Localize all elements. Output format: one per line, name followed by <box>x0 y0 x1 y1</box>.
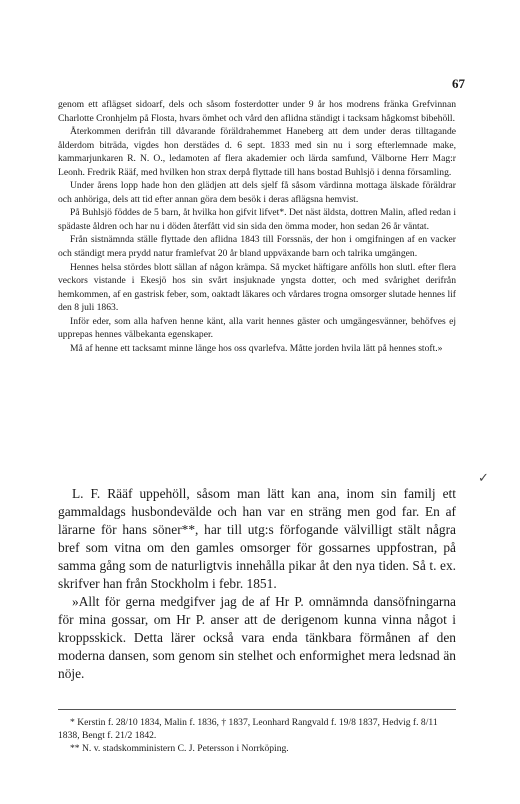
body-paragraph: »Allt för gerna medgifver jag de af Hr P. omnämnda dansöfningarna för mina gossar, om Hr P. anser att de derigenom kunna vinna något i kroppsskick. Detta lärer också vara enda tänkbara förmånen af den moderna dansen, som genom sin stelhet och enformighet mera ledsnad än nöje. <box>58 594 456 681</box>
small-paragraph: Från sistnämnda ställe flyttade den aflidna 1843 till Forssnäs, der hon i omgifningen af en vacker och ständigt mera prydd natur framlefvat 20 år bland uppväxande barn och talrika umgängen. <box>58 234 456 260</box>
footnotes <box>58 716 456 755</box>
small-paragraph: genom ett aflägset sidoarf, dels och såsom fosterdotter under 9 år hos modrens fränka Grefvinnan Charlotte Cronhjelm på Flosta, hvars ömhet och vård den aflidna ständigt i tacksam hågkomst bibehöll. <box>58 99 456 124</box>
small-paragraph: Återkommen derifrån till dåvarande föräldrahemmet Haneberg att dem under deras tilltagande ålderdom biträda, vigdes hon derstädes d. 6 sept. 1833 med sin nu i sorg efterlemnade make, kammarjunkaren R. N. O., ledamoten af flera akademier och lärda samfund, Välborne Herr Mag:r Leonh. Fredrik Rääf, med hvilken hon strax derpå flyttade till hans bostad Buhlsjö i denna församling. <box>58 126 456 178</box>
small-paragraph: Inför eder, som alla hafven henne känt, alla varit hennes gäster och umgängesvänner, behöfves ej upprepas hennes välbekanta egenskaper. <box>58 315 456 341</box>
footnote: * Kerstin f. 28/10 1834, Malin f. 1836, † 1837, Leonhard Rangvald f. 19/8 1837, Hedvig f. 8/11 1838, Bengt f. 21/2 1842. <box>58 717 438 741</box>
small-paragraph: Under årens lopp hade hon den glädjen att dels sjelf få såsom värdinna mottaga älskade föräldrar och anhöriga, dels att tid efter annan göra dem besök i deras aflägsna hemvist. <box>58 180 456 205</box>
small-paragraph: Må af henne ett tacksamt minne länge hos oss qvarlefva. Måtte jorden hvila lätt på hennes stoft.» <box>70 342 443 354</box>
small-print-text <box>58 98 456 355</box>
footnote-divider <box>58 709 456 710</box>
page-number: 67 <box>452 76 465 91</box>
margin-check-mark: ✓ <box>478 470 489 485</box>
footnote: ** N. v. stadskomministern C. J. Petersson i Norrköping. <box>70 743 289 754</box>
small-paragraph: På Buhlsjö föddes de 5 barn, åt hvilka hon gifvit lifvet*. Det näst äldsta, dottren Malin, afled redan i spädaste åldren och har nu i döden återfått vid sin sida den ömma moder, hon sedan 26 år väntat. <box>58 207 456 232</box>
main-text <box>58 485 456 683</box>
small-paragraph: Hennes helsa stördes blott sällan af någon krämpa. Så mycket häftigare anfölls hon slutl. efter flera veckors vistande i Ekesjö hos sin svårt insjuknade yngsta dotter, och med svårighet derifrån hemkommen, af en gastrisk feber, som, oaktadt läkares och vårdares trogna omsorger slutade hennes lif den 8 juli 1863. <box>58 261 456 314</box>
body-paragraph: L. F. Rääf uppehöll, såsom man lätt kan ana, inom sin familj ett gammaldags husbondevälde och han var en sträng men god far. En af lärarne för hans söner**, har till utg:s förfogande välvilligt stält några bref som vitna om den gamles omsorger för gossarnes uppfostran, på samma gång som de naturligtvis innehålla pikar åt den nya tiden. Så t. ex. skrifver han från Stockholm i febr. 1851. <box>58 486 456 591</box>
